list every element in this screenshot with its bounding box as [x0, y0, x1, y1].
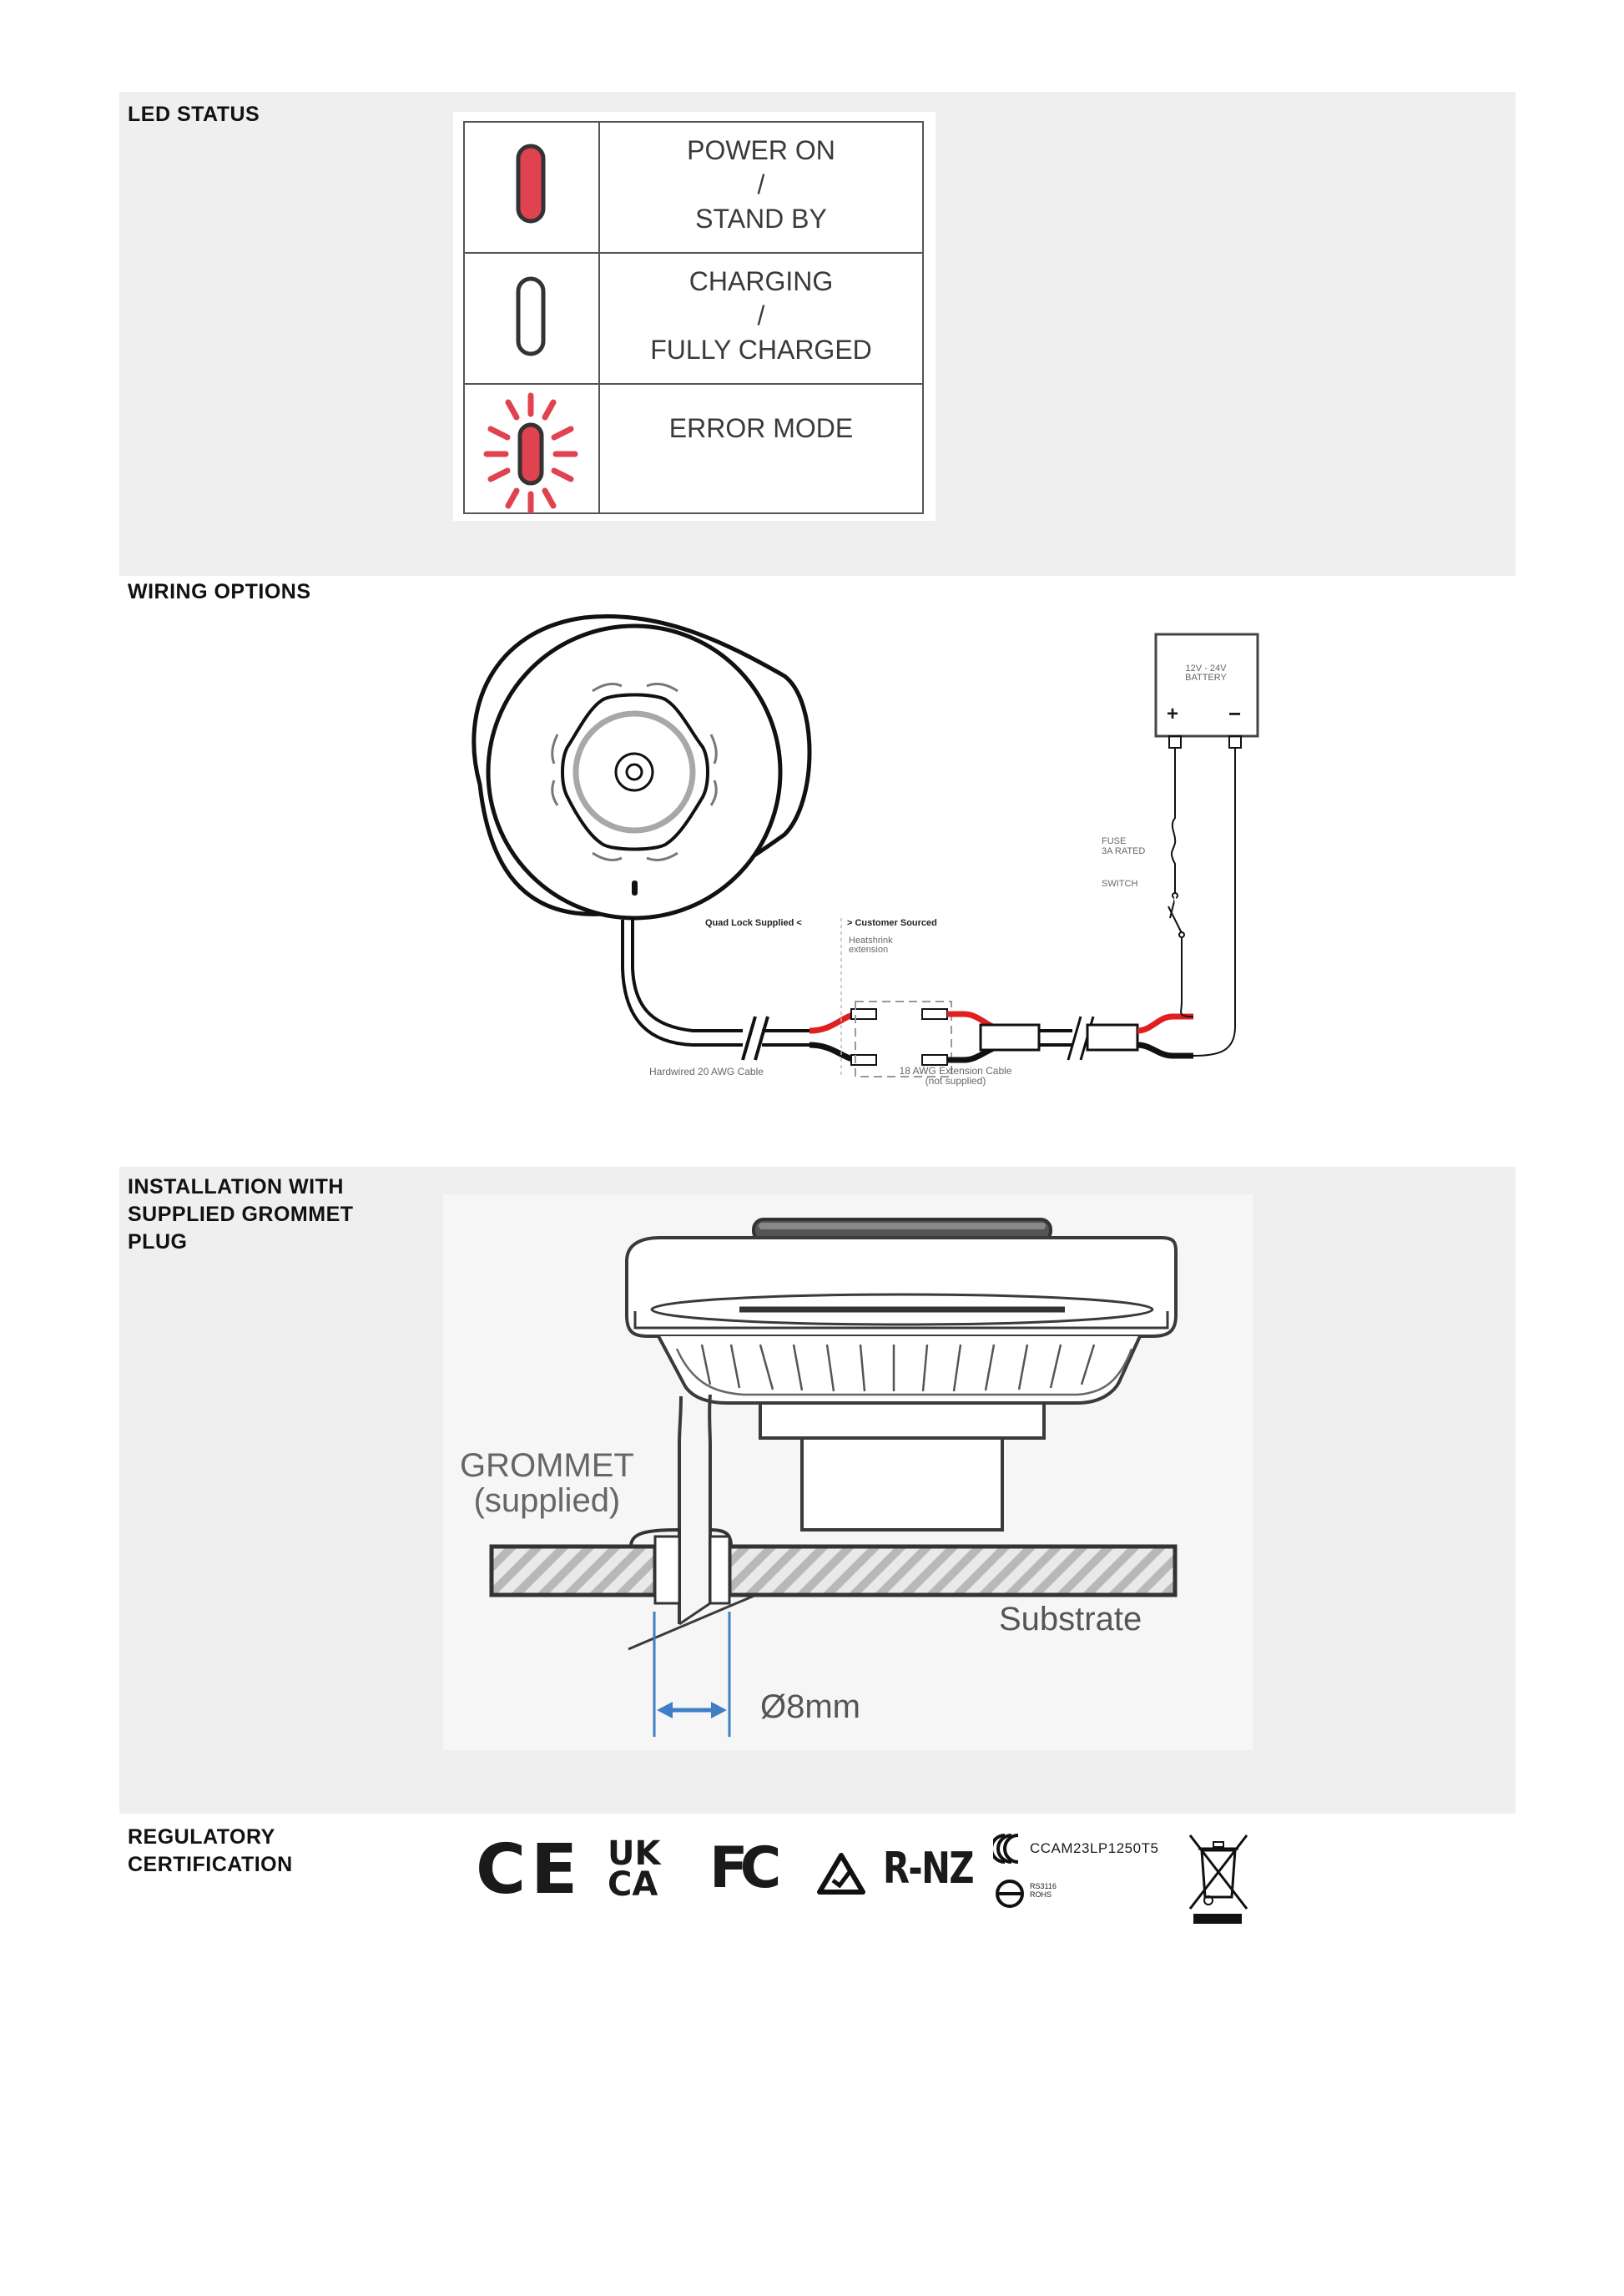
battery-label-line1: 12V - 24V [1185, 664, 1227, 674]
heatshrink-label-line2: extension [849, 945, 889, 955]
extension-cable-label [893, 1066, 1018, 1086]
ukca-mark-top: UK [608, 1834, 661, 1873]
battery-label-line2: BATTERY [1185, 673, 1227, 683]
rohs-label-line2: ROHS [1030, 1890, 1052, 1899]
sourced-label: > Customer Sourced [847, 918, 937, 928]
led-row-error [599, 411, 923, 446]
grommet-label-line1: GROMMET [460, 1447, 634, 1484]
fuse-label-line1: FUSE [1102, 836, 1127, 846]
heatshrink-label [849, 936, 893, 955]
regulatory-heading [128, 1824, 293, 1879]
grommet-label [460, 1448, 634, 1518]
battery-circuit [1156, 634, 1258, 1056]
supplied-label: Quad Lock Supplied < [705, 918, 802, 928]
led-row-error-line1: ERROR MODE [668, 413, 854, 443]
fcc-mark-icon: FC [709, 1835, 774, 1901]
installation-heading-line2: SUPPLIED GROMMET [128, 1203, 354, 1226]
ccam-mark-icon [993, 1832, 1026, 1865]
installation-diagram [443, 1194, 1253, 1750]
regulatory-heading-line1: REGULATORY [128, 1825, 275, 1849]
led-solid-icon [518, 146, 543, 221]
led-off-icon [518, 279, 543, 354]
led-row-power-line1: POWER ON [687, 135, 835, 165]
extension-cable-label-line1: 18 AWG Extension Cable [899, 1065, 1012, 1077]
rohs-label [1030, 1882, 1057, 1899]
fuse-label-line2: 3A RATED [1102, 846, 1146, 856]
battery-negative-terminal: − [1228, 701, 1242, 726]
installation-heading-line1: INSTALLATION WITH [128, 1175, 344, 1198]
grommet-label-line2: (supplied) [473, 1482, 621, 1519]
led-row-power [599, 134, 923, 236]
led-row-charging-sep: / [757, 300, 765, 331]
hardwired-cable-label: Hardwired 20 AWG Cable [649, 1066, 764, 1077]
rnz-mark-icon: R-NZ [883, 1844, 973, 1894]
led-status-heading: LED STATUS [128, 103, 260, 126]
battery-label [1168, 664, 1243, 683]
switch-label: SWITCH [1102, 879, 1138, 889]
led-row-power-sep: / [757, 169, 765, 199]
ce-mark-icon: CE [476, 1830, 583, 1910]
charger-puck-icon [474, 616, 809, 918]
wiring-diagram-drawing [442, 609, 1285, 1093]
wiring-options-heading: WIRING OPTIONS [128, 580, 311, 603]
wiring-diagram [442, 609, 1285, 1093]
certification-marks [476, 1832, 1260, 1924]
led-row-charging-line2: FULLY CHARGED [650, 335, 872, 365]
ukca-mark-bottom: CA [608, 1865, 658, 1904]
battery-positive-terminal: + [1167, 703, 1179, 725]
hardwired-cable [623, 920, 809, 1060]
diameter-dimension-icon [654, 1612, 729, 1737]
fuse-label [1102, 836, 1145, 856]
weee-bin-icon [1185, 1832, 1252, 1924]
installation-heading [128, 1173, 354, 1256]
led-status-table [453, 112, 936, 521]
rcm-mark-icon [816, 1850, 866, 1900]
led-row-charging [599, 265, 923, 367]
substrate-icon [492, 1530, 1175, 1603]
led-row-charging-line1: CHARGING [688, 266, 834, 296]
ukca-mark-icon [608, 1834, 661, 1904]
diameter-label: Ø8mm [760, 1688, 860, 1725]
extension-cable-label-line2: (not supplied) [925, 1075, 986, 1087]
rohs-label-line1: RS3116 [1030, 1882, 1057, 1890]
ccam-code: CCAM23LP1250T5 [1030, 1840, 1159, 1856]
substrate-label: Substrate [999, 1601, 1142, 1637]
installation-heading-line3: PLUG [128, 1230, 188, 1254]
rohs-mark-icon [995, 1879, 1028, 1912]
led-row-power-line2: STAND BY [695, 204, 827, 234]
regulatory-heading-line2: CERTIFICATION [128, 1853, 293, 1876]
heatshrink-label-line1: Heatshrink [849, 936, 893, 946]
